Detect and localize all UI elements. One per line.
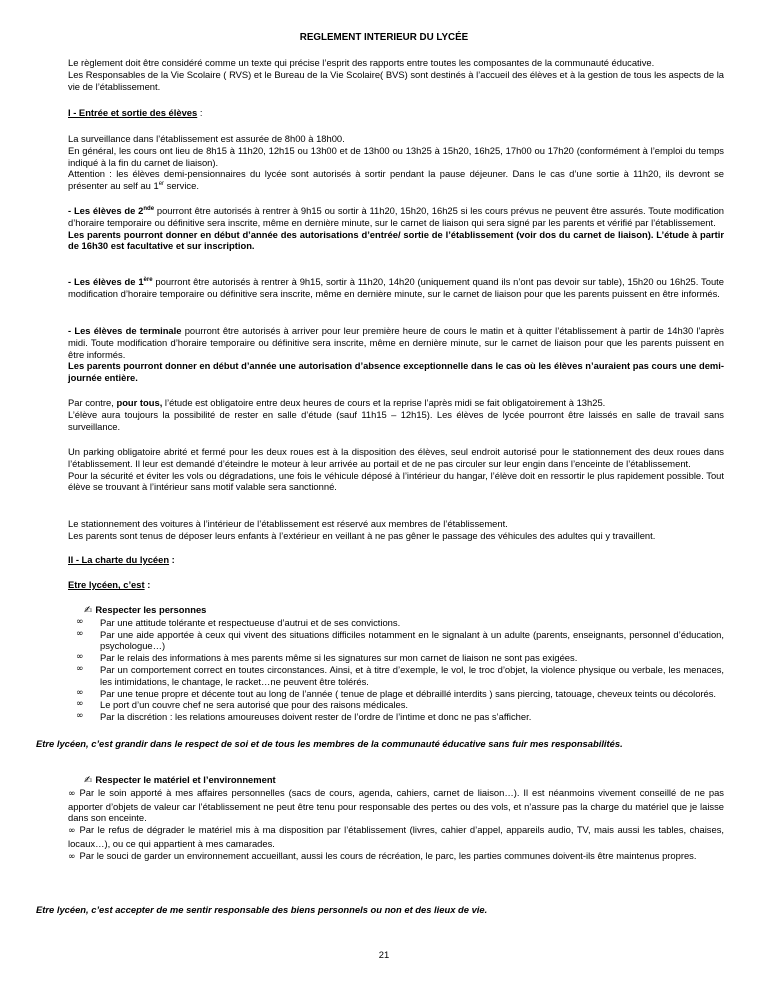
list-item: ∞ Le port d’un couvre chef ne sera autorisé que pour des raisons médicales. [76, 699, 408, 711]
writing-hand-icon: ✍ [84, 605, 93, 616]
personnes-list [68, 617, 724, 723]
bullet-icon: ∞ [76, 616, 84, 627]
surveillance-line: En général, les cours ont lieu de 8h15 à 11h20, 12h15 ou 13h00 et de 13h00 ou 13h25 à 15h20, 16h25, 17h00 ou 17h20 (conformément à l’emploi du temps indiqué à la fin du carnet de liaison). [68, 144, 724, 168]
premiere-text: pourront être autorisés à rentrer à 9h15, sortir à 11h20, 14h20 (uniquement quand ils n’ont pas devoir sur table), 15h20 ou 16h25. Toute modification d’horaire temporaire ou définitive sera inscrite, même en dernière minute, sur le carnet de liaison pour que les parents puissent en être informés. [68, 276, 724, 299]
list-item: ∞ Par un comportement correct en toutes circonstances. Ainsi, et à titre d’exemple, le vol, le troc d’objet, la violence physique ou verbale, les menaces, les intimidations, le chantage, le racket…ne peuvent être tolérés. [76, 663, 724, 687]
list-item: ∞ Par une attitude tolérante et respectueuse d’autrui et de ses convictions. [76, 616, 401, 628]
premiere-lead: - Les élèves de 1 [68, 276, 144, 287]
bullet-icon: ∞ [68, 788, 76, 799]
list-item: ∞ Par le souci de garder un environnement accueillant, aussi les cours de récréation, le parc, les parties communes doivent-ils être maintenus propres. [68, 849, 697, 862]
bullet-icon: ∞ [76, 628, 84, 639]
intro-paragraph [68, 57, 724, 92]
list-item: ∞ Par une tenue propre et décente tout au long de l’année ( tenue de plage et débraillé interdits ) sans piercing, tatouage, cheveux teints ou décolorés. [76, 687, 717, 699]
terminale-lead: - Les élèves de terminale [68, 325, 182, 336]
list-item: ∞ Par le soin apporté à mes affaires personnelles (sacs de cours, agenda, cahiers, carnet de liaison…). Il est néanmoins vivement conseillé de ne pas apporter d’objets de valeur car l’établissement ne peut être tenu pour responsable des pertes ou des vols, et n’assure pas la charge du matériel que je laisse dans son enceinte. [68, 786, 724, 824]
seconde-bold-text: Les parents pourront donner en début d’année des autorisations d’entrée/ sortie de l’établissement (voir dos du carnet de liaison). L’étude à partir de 16h30 est facultative et sur inscription. [68, 228, 724, 252]
section-1-heading [68, 107, 724, 119]
section-1-title: I - Entrée et sortie des élèves [68, 107, 198, 118]
bullet-icon: ∞ [68, 851, 76, 862]
document-title: REGLEMENT INTERIEUR DU LYCÉE [299, 32, 469, 43]
personnes-block [68, 604, 724, 723]
bullet-icon: ∞ [68, 826, 76, 837]
parking-line: Un parking obligatoire abrité et fermé pour les deux roues est à la disposition des élèves, seul endroit autorisé pour le stationnement des deux roues dans l’établissement. Il leur est demandé d’éteindre le moteur à leur arrivée au portail et de ne pas circuler sur leur engin dans l’enceinte de l’établissement. [68, 446, 724, 469]
etude-paragraph: Par contre, pour tous, l’étude est obligatoire entre deux heures de cours et la reprise l’après midi se fait obligatoirement à 13h25. L’élève aura toujours la possibilité de rester en salle d’étude (sauf 11h15 – 12h15). Les élèves de lycée pourront être laissés en salle de travail sans surveillance. [68, 397, 724, 432]
terminale-bold-text: Les parents pourront donner en début d’année une autorisation d’absence exceptionnelle dans le cas où les élèves n’auraient pas cours une demi-journée entière. [68, 360, 724, 384]
bullet-icon: ∞ [76, 711, 84, 722]
materiel-block [68, 774, 724, 864]
seconde-lead: - Les élèves de 2 [68, 205, 144, 216]
section-2-title: II - La charte du lycéen [68, 554, 170, 565]
parking-paragraph [68, 446, 724, 493]
voitures-paragraph [68, 518, 724, 542]
list-item: ∞ Par une aide apportée à ceux qui vivent des situations difficiles notamment en le signalant à un adulte (parents, enseignants, personnel d’éducation, psychologue…) [76, 628, 724, 652]
intro-line: Le règlement doit être considéré comme un texte qui précise l’esprit des rapports entre toutes les composantes de la communauté éducative. [68, 57, 655, 68]
bullet-icon: ∞ [76, 687, 84, 698]
personnes-conclusion: Etre lycéen, c’est grandir dans le respect de soi et de tous les membres de la communauté éducative sans fuir mes responsabilités. [36, 738, 623, 749]
section-2-heading: II - La charte du lycéen : [68, 554, 175, 565]
writing-hand-icon: ✍ [84, 775, 93, 786]
section-1-title-suffix: : [197, 107, 203, 118]
surveillance-line: La surveillance dans l’établissement est assurée de 8h00 à 18h00. [68, 133, 345, 144]
list-item: ∞ Par le relais des informations à mes parents même si les signatures sur mon carnet de liaison ne sont pas exigées. [76, 652, 578, 664]
surveillance-line: Attention : les élèves demi-pensionnaires du lycée sont autorisés à sortir pendant la pause déjeuner. Dans le cas d’une sortie à 11h20, ils devront se présenter au self au 1er service. [68, 168, 724, 192]
list-item: ∞ Par la discrétion : les relations amoureuses doivent rester de l’ordre de l’intime et donc ne pas s’afficher. [76, 711, 532, 723]
charte-subtitle: Etre lycéen, c’est [68, 579, 145, 590]
terminale-text: pourront être autorisés à arriver pour leur première heure de cours le matin et à quitter l’établissement à partir de 14h30 l’après midi. Toute modification d’horaire temporaire ou définitive sera inscrite, même en dernière minute, sur le carnet de liaison pour que les parents puissent en être informés. [68, 325, 724, 360]
voitures-line: Le stationnement des voitures à l’intérieur de l’établissement est réservé aux membres de l’établissement. [68, 518, 508, 529]
terminale-paragraph [68, 325, 724, 384]
bullet-icon: ∞ [76, 652, 84, 663]
voitures-line: Les parents sont tenus de déposer leurs enfants à l’extérieur en veillant à ne pas gêner le passage des véhicules des adultes qui y travaillent. [68, 529, 656, 541]
list-item: ∞ Par le refus de dégrader le matériel mis à ma disposition par l’établissement (livres, cahier d’appel, appareils audio, TV, mais aussi les tables, chaises, locaux…), ou ce qui appartient à mes camarades. [68, 824, 724, 849]
parking-line: Pour la sécurité et éviter les vols ou dégradations, une fois le véhicule déposé à l’intérieur du hangar, l’élève doit en ressortir le plus rapidement possible. Tout élève se trouvant à l’intérieur sans motif valable sera sanctionné. [68, 469, 724, 493]
surveillance-paragraph [68, 133, 724, 192]
page-number: 21 [378, 949, 390, 960]
materiel-conclusion: Etre lycéen, c’est accepter de me sentir responsable des biens personnels ou non et des lieux de vie. [36, 904, 488, 915]
bullet-icon: ∞ [76, 663, 84, 674]
premiere-paragraph: - Les élèves de 1ère pourront être autorisés à rentrer à 9h15, sortir à 11h20, 14h20 (uniquement quand ils n’ont pas devoir sur table), 15h20 ou 16h25. Toute modification d’horaire temporaire ou définitive sera inscrite, même en dernière minute, sur le carnet de liaison pour que les parents puissent en être informés. [68, 276, 724, 299]
section-2-subheading: Etre lycéen, c’est : [68, 579, 151, 590]
personnes-title: Respecter les personnes [95, 604, 207, 615]
seconde-paragraph: - Les élèves de 2nde pourront être autorisés à rentrer à 9h15 ou sortir à 11h20, 15h20, 16h25 si les cours prévus ne peuvent être assurés. Toute modification d’horaire temporaire ou définitive sera inscrite, même en dernière minute, sur le carnet de liaison qui sera signé par les parents et vérifié par l’établissement. Les parents pourront donner en début d’année des autorisations d’entrée/ sortie de l’établissement (voir dos du carnet de liaison). L’étude à partir de 16h30 est facultative et sur inscription. [68, 205, 724, 252]
materiel-title: Respecter le matériel et l’environnement [95, 774, 276, 785]
seconde-text: pourront être autorisés à rentrer à 9h15 ou sortir à 11h20, 15h20, 16h25 si les cours prévus ne peuvent être assurés. Toute modification d’horaire temporaire ou définitive sera inscrite, même en dernière minute, sur le carnet de liaison qui sera signé par les parents et vérifié par l’établissement. [68, 205, 724, 228]
bullet-icon: ∞ [76, 699, 84, 710]
intro-line: Les Responsables de la Vie Scolaire ( RVS) et le Bureau de la Vie Scolaire( BVS) sont destinés à l’accueil des élèves et à la gestion de tous les aspects de la vie de l’établissement. [68, 68, 724, 92]
